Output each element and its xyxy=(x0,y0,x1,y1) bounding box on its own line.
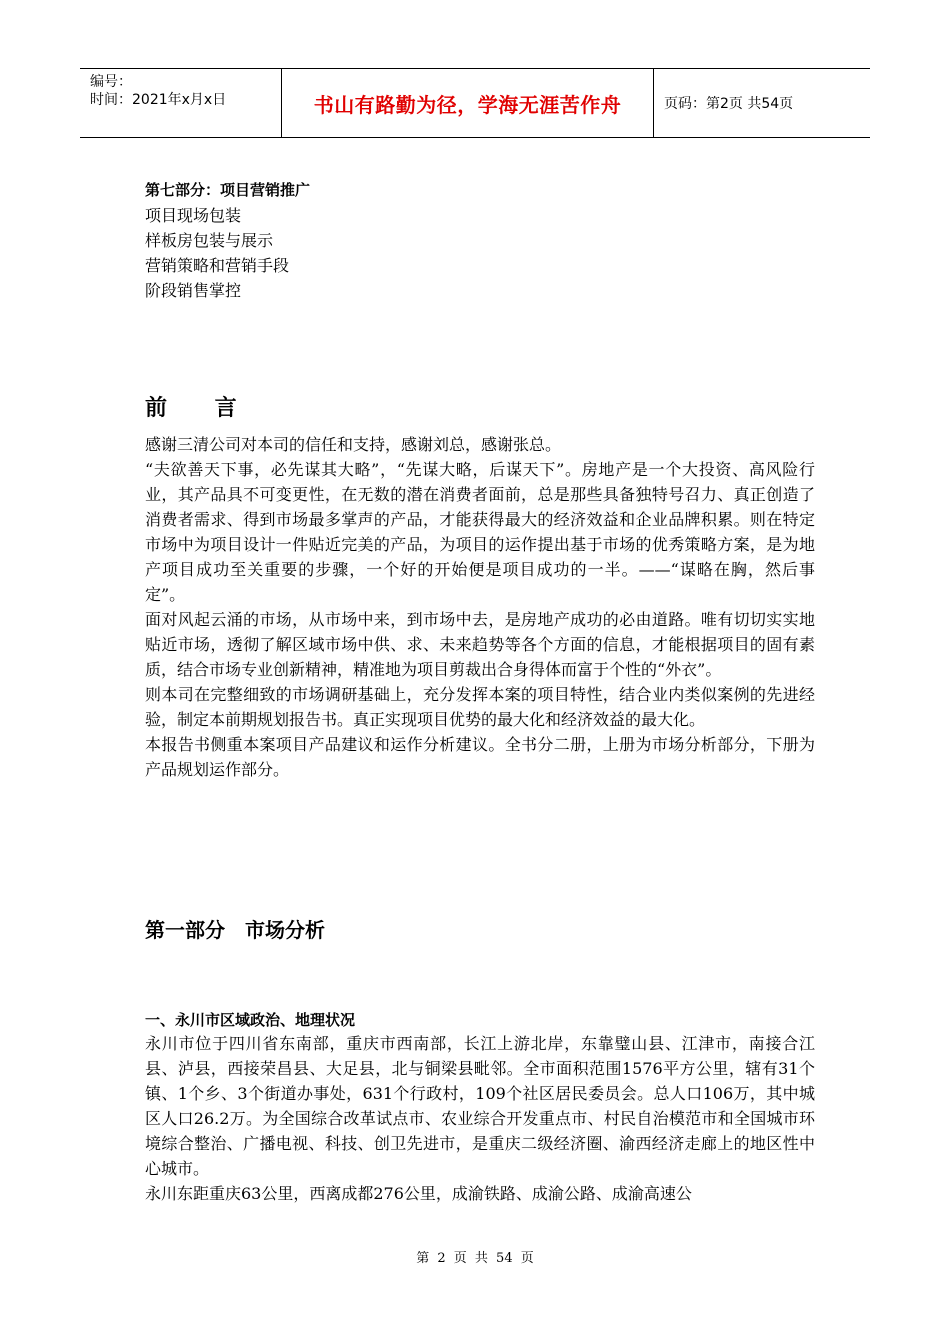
header-page-info xyxy=(654,69,870,137)
toc-item: 营销策略和营销手段 xyxy=(145,256,290,275)
paragraph: 永川市位于四川省东南部，重庆市西南部，长江上游北岸，东靠璧山县、江津市，南接合江县、泸县，西接荣昌县、大足县，北与铜梁县毗邻。全市面积范围1576平方公里，辖有31个镇、1个乡、3个街道办事处，631个行政村，109个社区居民委员会。总人口106万，其中城区人口26.2万。为全国综合改革试点市、农业综合开发重点市、村民自治模范市和全国城市环境综合整治、广播电视、科技、创卫先进市，是重庆二级经济圈、渝西经济走廊上的地区性中心城市。 xyxy=(145,1034,815,1178)
header-meta xyxy=(80,69,282,137)
paragraph: 本报告书侧重本案项目产品建议和运作分析建议。全书分二册，上册为市场分析部分，下册为产品规划运作部分。 xyxy=(145,735,815,779)
paragraph: “夫欲善天下事，必先谋其大略”，“先谋大略，后谋天下”。房地产是一个大投资、高风险行业，其产品具不可变更性，在无数的潜在消费者面前，总是那些具备独特号召力、真正创造了消费者需求、得到市场最多掌声的产品，才能获得最大的经济效益和企业品牌积累。则在特定市场中为项目设计一件贴近完美的产品，为项目的运作提出基于市场的优秀策略方案，是为地产项目成功至关重要的步骤，一个好的开始便是项目成功的一半。——“谋略在胸，然后事定”。 xyxy=(145,460,815,604)
header-motto-cell xyxy=(282,69,654,137)
section-title: 一、永川市区域政治、地理状况 xyxy=(145,1011,356,1029)
part-title: 第一部分 市场分析 xyxy=(145,918,325,942)
section-body xyxy=(145,1031,815,1206)
motto: 书山有路勤为径，学海无涯苦作舟 xyxy=(313,92,622,117)
footer-page-number: 第 2 页 共 54 页 xyxy=(416,1251,534,1266)
toc-section xyxy=(145,178,815,303)
paragraph: 感谢三清公司对本司的信任和支持，感谢刘总，感谢张总。 xyxy=(145,435,562,454)
paragraph: 永川东距重庆63公里，西离成都276公里，成渝铁路、成渝公路、成渝高速公 xyxy=(145,1184,692,1203)
page-header xyxy=(80,68,870,138)
preface-title: 前 言 xyxy=(145,396,237,421)
toc-title: 第七部分：项目营销推广 xyxy=(145,181,311,199)
date-label: 时间：2021年x月x日 xyxy=(90,92,227,108)
paragraph: 面对风起云涌的市场，从市场中来，到市场中去，是房地产成功的必由道路。唯有切切实实地贴近市场，透彻了解区域市场中供、求、未来趋势等各个方面的信息，才能根据项目的固有素质，结合市场专业创新精神，精准地为项目剪裁出合身得体而富于个性的“外衣”。 xyxy=(145,610,815,679)
page-footer xyxy=(0,1247,950,1266)
paragraph: 则本司在完整细致的市场调研基础上，充分发挥本案的项目特性，结合业内类似案例的先进经验，制定本前期规划报告书。真正实现项目优势的最大化和经济效益的最大化。 xyxy=(145,685,815,729)
preface-body xyxy=(145,432,815,782)
toc-item: 样板房包装与展示 xyxy=(145,231,274,250)
page-info: 页码：第2页 共54页 xyxy=(664,96,794,112)
document-content xyxy=(145,178,815,1203)
toc-item: 项目现场包装 xyxy=(145,206,242,225)
number-label: 编号： xyxy=(90,74,132,90)
toc-item: 阶段销售掌控 xyxy=(145,281,242,300)
